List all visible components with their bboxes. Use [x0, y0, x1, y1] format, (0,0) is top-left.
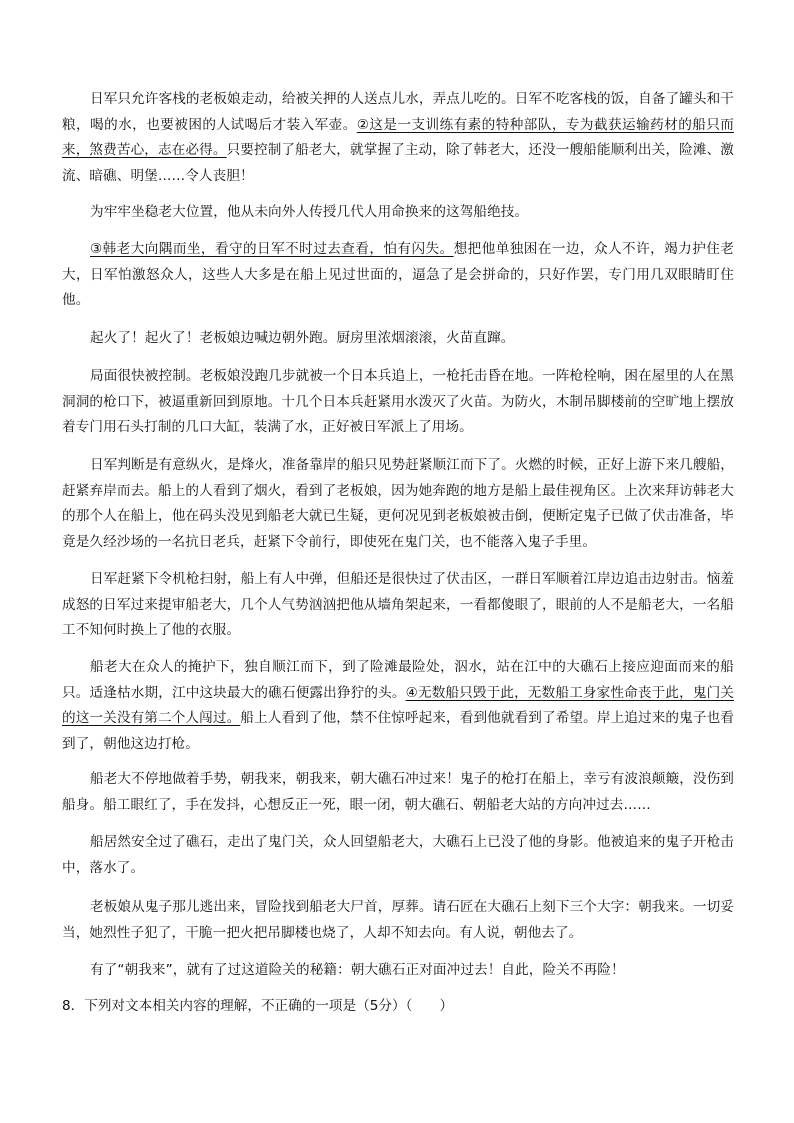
underlined-sentence-4: ④无数船只毁于此，无数船工身家性命丧于此，鬼门关的这一关没有第二个人闯过。 — [62, 684, 735, 726]
underlined-sentence-2: ②这是一支训练有素的特种部队，专为截获运输药材的船只而来，煞费苦心，志在必得。 — [62, 116, 734, 158]
paragraph-7 — [62, 567, 734, 644]
paragraph-3-text: 想把他单独困在一边，众人不许，竭力护住老大，日军怕激怒众人，这些人大多是在船上见过世面的，逼急了是会拼命的，只好作罢，专门用几双眼睛盯住他。 — [62, 241, 734, 308]
paragraph-12 — [62, 958, 734, 984]
paragraph-2 — [62, 200, 734, 226]
paragraph-4-text: 起火了！起火了！老板娘边喊边朝外跑。厨房里浓烟滚滚，火苗直蹿。 — [90, 330, 515, 346]
paragraph-6-text: 日军判断是有意纵火，是烽火，准备靠岸的船只见势赶紧顺江而下了。火燃的时候，正好上游下来几艘船，赶紧弃岸而去。船上的人看到了烟火，看到了老板娘，因为她奔跑的地方是船上最佳视角区。上次来拜访韩老大的那个人在船上，他在码头没见到船老大就已生疑，更何况见到老板娘被击倒，便断定鬼子已做了伏击准备，毕竟是久经沙场的一名抗日老兵，赶紧下令前行，即使死在鬼门关，也不能落入鬼子手里。 — [62, 457, 734, 550]
paragraph-1-tail: 只要控制了船老大，就掌握了主动，除了韩老大，还没一艘船能顺利出关，险滩、激流、暗礁、明堡……令人丧胆！ — [62, 142, 734, 184]
paragraph-2-text: 为牢牢坐稳老大位置，他从未向外人传授几代人用命换来的这驾船绝技。 — [90, 204, 529, 220]
paragraph-9 — [62, 767, 734, 818]
paragraph-11-text: 老板娘从鬼子那儿逃出来，冒险找到船老大尸首，厚葬。请石匠在大礁石上刻下三个大字：朝我来。一切妥当，她烈性子犯了，干脆一把火把吊脚楼也烧了，人却不知去向。有人说，朝他去了。 — [62, 899, 734, 941]
paragraph-8-text: 船老大在众人的掩护下，独自顺江而下，到了险滩最险处，泅水，站在江中的大礁石上接应迎面而来的船只。适逢枯水期，江中这块最大的礁石便露出狰狞的头。 — [62, 659, 734, 701]
paragraph-10-text: 船居然安全过了礁石，走出了鬼门关，众人回望船老大，大礁石上已没了他的身影。他被追来的鬼子开枪击中，落水了。 — [62, 834, 734, 876]
paragraph-8 — [62, 655, 734, 757]
paragraph-11 — [62, 895, 734, 946]
paragraph-12-text: 有了“朝我来”，就有了过这道险关的秘籍：朝大礁石正对面冲过去！自此，险关不再险！ — [90, 962, 625, 978]
paragraph-8-tail: 船上人看到了他，禁不住惊呼起来，看到他就看到了希望。岸上追过来的鬼子也看到了，朝他这边打枪。 — [62, 710, 734, 752]
paragraph-1-text: 日军只允许客栈的老板娘走动，给被关押的人送点儿水，弄点儿吃的。日军不吃客栈的饭，自备了罐头和干粮，喝的水，也要被困的人试喝后才装入军壶。 — [62, 91, 734, 133]
paragraph-10 — [62, 830, 734, 881]
paragraph-7-text: 日军赶紧下令机枪扫射，船上有人中弹，但船还是很快过了伏击区，一群日军顺着江岸边追击边射击。恼羞成怒的日军过来提审船老大，几个人气势汹汹把他从墙角架起来，一看都傻眼了，眼前的人不是船老大，一名船工不知何时换上了他的衣服。 — [62, 571, 734, 638]
paragraph-5 — [62, 364, 734, 441]
question-8 — [62, 994, 734, 1020]
underlined-sentence-3: ③韩老大向隅而坐，看守的日军不时过去查看，怕有闪失。 — [90, 241, 454, 257]
paragraph-6 — [62, 453, 734, 555]
paragraph-4 — [62, 326, 734, 352]
paragraph-5-text: 局面很快被控制。老板娘没跑几步就被一个日本兵追上，一枪托击昏在地。一阵枪栓响，困在屋里的人在黑洞洞的枪口下，被逼重新回到原地。十几个日本兵赶紧用水泼灭了火苗。为防火，木制吊脚楼前的空旷地上摆放着专门用石头打制的几口大缸，装满了水，正好被日军派上了用场。 — [62, 368, 734, 435]
question-8-text: 8．下列对文本相关内容的理解，不正确的一项是（5分）（ ） — [62, 998, 454, 1014]
paragraph-9-text: 船老大不停地做着手势，朝我来，朝我来，朝大礁石冲过来！鬼子的枪打在船上，幸亏有波浪颠簸，没伤到船身。船工眼红了，手在发抖，心想反正一死，眼一闭，朝大礁石、朝船老大站的方向冲过去…… — [62, 771, 734, 813]
paragraph-3 — [62, 237, 734, 314]
paragraph-1 — [62, 87, 734, 189]
